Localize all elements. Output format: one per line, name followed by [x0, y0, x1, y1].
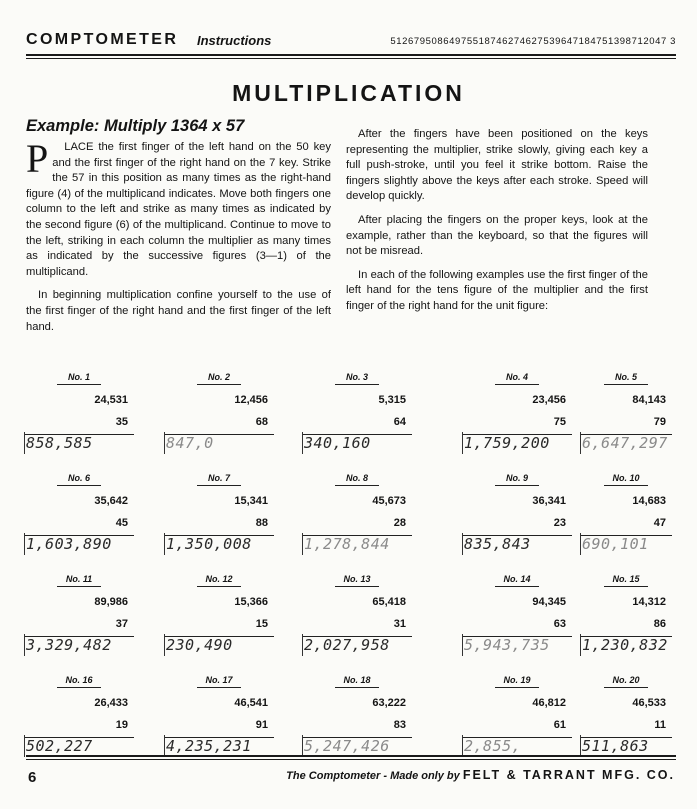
- handwritten-answer: 3,329,482: [26, 636, 112, 654]
- problem-16: [24, 675, 134, 757]
- problem-6: [24, 473, 134, 555]
- answer-bracket: [580, 634, 581, 656]
- multiplier: 19: [115, 719, 128, 731]
- problem-7: [164, 473, 274, 555]
- page-number: 6: [28, 769, 37, 786]
- problem-11: [24, 574, 134, 656]
- problem-20: [580, 675, 672, 757]
- multiplier: 86: [653, 618, 666, 630]
- answer-bracket: [580, 735, 581, 757]
- answer-bracket: [302, 432, 303, 454]
- handwritten-answer: 835,843: [464, 535, 531, 553]
- handwritten-answer: 511,863: [582, 737, 649, 755]
- multiplicand: 94,345: [532, 596, 566, 608]
- problem-number-underline: [495, 485, 539, 486]
- multiplier: 63: [553, 618, 566, 630]
- multiplier: 28: [393, 517, 406, 529]
- multiplicand: 35,642: [94, 495, 128, 507]
- multiplier: 23: [553, 517, 566, 529]
- multiplicand: 46,533: [632, 697, 666, 709]
- left-paragraph-1: [26, 136, 331, 280]
- handwritten-answer: 4,235,231: [166, 737, 252, 755]
- handwritten-answer: 2,027,958: [304, 636, 390, 654]
- problem-number: No. 18: [343, 675, 371, 685]
- section-label: Instructions: [197, 33, 272, 48]
- footer-rule-thin: [26, 759, 676, 760]
- footer-tagline: The Comptometer - Made only by: [286, 770, 460, 782]
- problem-number-underline: [335, 384, 379, 385]
- multiplicand: 14,312: [632, 596, 666, 608]
- answer-bracket: [24, 432, 25, 454]
- multiplicand: 46,541: [234, 697, 268, 709]
- problem-number: No. 8: [345, 473, 368, 483]
- problem-number-underline: [604, 384, 648, 385]
- handwritten-answer: 6,647,297: [582, 434, 668, 452]
- answer-bracket: [302, 634, 303, 656]
- problem-number-underline: [495, 586, 539, 587]
- handwritten-answer: 2,855,: [464, 737, 522, 755]
- problem-number: No. 16: [65, 675, 93, 685]
- multiplicand: 24,531: [94, 394, 128, 406]
- multiplicand: 63,222: [372, 697, 406, 709]
- multiplicand: 89,986: [94, 596, 128, 608]
- problem-14: [462, 574, 572, 656]
- problem-13: [302, 574, 412, 656]
- answer-bracket: [462, 735, 463, 757]
- problem-number-underline: [495, 384, 539, 385]
- left-paragraph-2: In beginning multiplication confine yourself to the use of the first finger of the right hand and the first finger of the left hand.: [26, 289, 331, 333]
- handwritten-answer: 5,247,426: [304, 737, 390, 755]
- answer-bracket: [462, 432, 463, 454]
- problem-number-underline: [57, 586, 101, 587]
- problem-15: [580, 574, 672, 656]
- problem-5: [580, 372, 672, 454]
- problem-12: [164, 574, 274, 656]
- problem-number-underline: [197, 586, 241, 587]
- multiplier: 88: [255, 517, 268, 529]
- page-header: [26, 31, 676, 53]
- footer-rule: [26, 755, 676, 757]
- problem-3: [302, 372, 412, 454]
- problem-number-underline: [335, 586, 379, 587]
- handwritten-answer: 230,490: [166, 636, 233, 654]
- handwritten-answer: 1,230,832: [582, 636, 668, 654]
- multiplier: 31: [393, 618, 406, 630]
- handwritten-answer: 1,759,200: [464, 434, 550, 452]
- answer-bracket: [580, 432, 581, 454]
- problem-number-underline: [495, 687, 539, 688]
- answer-bracket: [580, 533, 581, 555]
- page-title: MULTIPLICATION: [232, 80, 465, 106]
- multiplier: 15: [255, 618, 268, 630]
- right-paragraph-2: After placing the fingers on the proper keys, look at the example, rather than the keyboard, so that the figures will not be misread.: [346, 213, 648, 258]
- problem-1: [24, 372, 134, 454]
- header-rule: [26, 54, 676, 56]
- left-paragraph-1-text: LACE the first finger of the left hand on the 50 key and the first finger of the right hand on the 7 key. Strike the 57 in this position as many times as the right-hand figure (4) of the multiplicand indicates. Move both fingers one column to the left and strike as many times as indicated by the second figure (6) of the multiplicand. Continue to move to the left, striking in each column the multiplier as many times as indicated by the successive figures (3—1) of the multiplicand.: [26, 141, 331, 278]
- problem-number-underline: [197, 485, 241, 486]
- header-code-number: 51267950864975518746274627539647184751398712047 3: [390, 36, 676, 47]
- problem-number: No. 2: [207, 372, 230, 382]
- multiplicand: 65,418: [372, 596, 406, 608]
- problem-number: No. 19: [503, 675, 531, 685]
- problem-number: No. 5: [614, 372, 637, 382]
- problem-number: No. 6: [67, 473, 90, 483]
- multiplicand: 12,456: [234, 394, 268, 406]
- answer-bracket: [164, 634, 165, 656]
- problem-number: No. 15: [612, 574, 640, 584]
- problem-number-underline: [335, 485, 379, 486]
- problem-8: [302, 473, 412, 555]
- multiplicand: 15,366: [234, 596, 268, 608]
- answer-bracket: [24, 735, 25, 757]
- multiplicand: 26,433: [94, 697, 128, 709]
- problem-number-underline: [604, 485, 648, 486]
- right-paragraph-3: In each of the following examples use the first finger of the left hand for the tens figure of the multiplier and the first finger of the right hand for the unit figure:: [346, 268, 648, 312]
- problem-number: No. 3: [345, 372, 368, 382]
- multiplier: 61: [553, 719, 566, 731]
- answer-bracket: [164, 735, 165, 757]
- multiplier: 79: [653, 416, 666, 428]
- problem-9: [462, 473, 572, 555]
- multiplier: 91: [255, 719, 268, 731]
- answer-bracket: [302, 533, 303, 555]
- problem-number-underline: [57, 687, 101, 688]
- multiplier: 47: [653, 517, 666, 529]
- problem-number-underline: [604, 586, 648, 587]
- multiplier: 37: [115, 618, 128, 630]
- problem-number: No. 20: [612, 675, 640, 685]
- problem-number-underline: [197, 687, 241, 688]
- handwritten-answer: 5,943,735: [464, 636, 550, 654]
- multiplier: 11: [654, 719, 666, 731]
- multiplicand: 14,683: [632, 495, 666, 507]
- brand-name: COMPTOMETER: [26, 31, 179, 48]
- handwritten-answer: 502,227: [26, 737, 93, 755]
- problem-number-underline: [57, 384, 101, 385]
- handwritten-answer: 690,101: [582, 535, 649, 553]
- problem-18: [302, 675, 412, 757]
- handwritten-answer: 1,278,844: [304, 535, 390, 553]
- answer-bracket: [462, 634, 463, 656]
- handwritten-answer: 1,350,008: [166, 535, 252, 553]
- problem-number: No. 9: [505, 473, 528, 483]
- problem-number: No. 13: [343, 574, 371, 584]
- handwritten-answer: 1,603,890: [26, 535, 112, 553]
- problem-number: No. 17: [205, 675, 233, 685]
- multiplicand: 45,673: [372, 495, 406, 507]
- problem-number-underline: [335, 687, 379, 688]
- footer-credit: [286, 768, 675, 782]
- answer-bracket: [462, 533, 463, 555]
- problem-4: [462, 372, 572, 454]
- problem-number: No. 4: [505, 372, 528, 382]
- multiplicand: 36,341: [532, 495, 566, 507]
- drop-cap: P: [26, 136, 49, 181]
- problem-19: [462, 675, 572, 757]
- multiplier: 83: [393, 719, 406, 731]
- problem-number: No. 10: [612, 473, 640, 483]
- handwritten-answer: 340,160: [304, 434, 371, 452]
- left-column: [26, 136, 331, 343]
- multiplicand: 5,315: [378, 394, 406, 406]
- multiplicand: 84,143: [632, 394, 666, 406]
- multiplicand: 46,812: [532, 697, 566, 709]
- multiplicand: 23,456: [532, 394, 566, 406]
- footer-company: FELT & TARRANT MFG. CO.: [462, 768, 675, 782]
- problem-number-underline: [197, 384, 241, 385]
- multiplier: 68: [255, 416, 268, 428]
- right-paragraph-1: After the fingers have been positioned on the keys representing the multiplier, strike slowly, giving each key a full push-stroke, until you feel it strike bottom. Raise the fingers slightly above the keys after each stroke. Speed will develop quickly.: [346, 128, 648, 203]
- right-column: [346, 127, 648, 323]
- problem-number: No. 11: [65, 574, 93, 584]
- example-heading: Example: Multiply 1364 x 57: [26, 117, 245, 135]
- problem-number: No. 1: [67, 372, 90, 382]
- answer-bracket: [24, 634, 25, 656]
- multiplier: 75: [553, 416, 566, 428]
- multiplicand: 15,341: [234, 495, 268, 507]
- problem-2: [164, 372, 274, 454]
- multiplier: 45: [115, 517, 128, 529]
- multiplier: 64: [393, 416, 406, 428]
- handwritten-answer: 847,0: [166, 434, 214, 452]
- problem-10: [580, 473, 672, 555]
- problem-number: No. 12: [205, 574, 233, 584]
- problem-17: [164, 675, 274, 757]
- answer-bracket: [24, 533, 25, 555]
- answer-bracket: [164, 432, 165, 454]
- problem-number-underline: [57, 485, 101, 486]
- answer-bracket: [164, 533, 165, 555]
- problem-number: No. 14: [503, 574, 531, 584]
- problem-number: No. 7: [207, 473, 230, 483]
- handwritten-answer: 858,585: [26, 434, 93, 452]
- problem-number-underline: [604, 687, 648, 688]
- answer-bracket: [302, 735, 303, 757]
- multiplier: 35: [115, 416, 128, 428]
- header-rule-thin: [26, 58, 676, 59]
